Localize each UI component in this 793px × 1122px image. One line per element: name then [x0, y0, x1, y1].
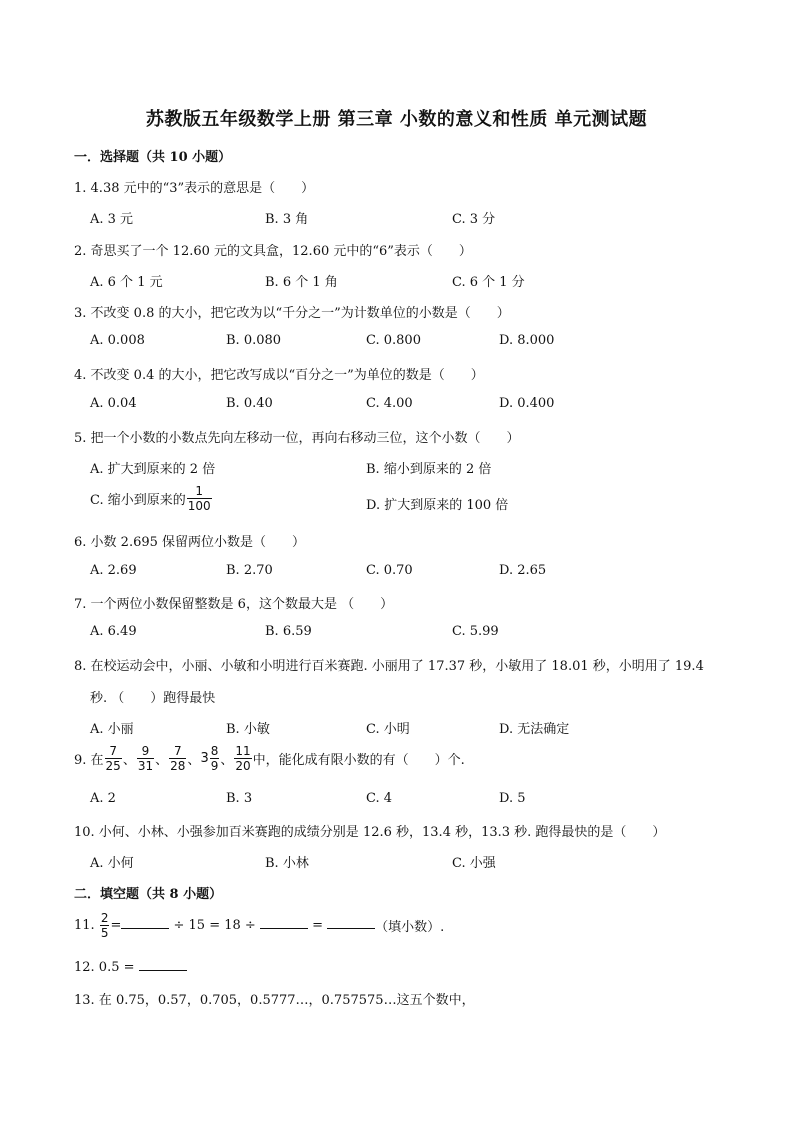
question-4: 4. 不改变 0.4 的大小，把它改写成以“百分之一”为单位的数是（ ）	[74, 368, 484, 383]
q10-option-a: A. 小何	[90, 856, 134, 871]
question-1: 1. 4.38 元中的“3”表示的意思是（ ）	[74, 181, 315, 196]
q6-option-a: A. 2.69	[90, 563, 137, 578]
answer-blank	[121, 916, 169, 929]
q3-option-b: B. 0.080	[226, 333, 282, 348]
fraction-denominator: 5	[100, 926, 109, 940]
question-6: 6. 小数 2.695 保留两位小数是（ ）	[74, 535, 306, 550]
q5-option-a: A. 扩大到原来的 2 倍	[90, 462, 216, 477]
q9-option-d: D. 5	[499, 791, 526, 806]
q7-option-a: A. 6.49	[90, 624, 137, 639]
q4-option-d: D. 0.400	[499, 396, 555, 411]
q10-option-b: B. 小林	[265, 856, 309, 871]
fraction-numerator: 8	[210, 744, 219, 758]
q11-hint: （填小数）.	[375, 920, 445, 935]
q8-option-b: B. 小敏	[226, 722, 270, 737]
q3-option-c: C. 0.800	[366, 333, 421, 348]
q9-fraction-3	[169, 744, 186, 773]
question-5: 5. 把一个小数的小数点先向左移动一位，再向右移动三位，这个小数（ ）	[74, 431, 520, 446]
q3-option-d: D. 8.000	[499, 333, 555, 348]
fraction-denominator: 25	[105, 759, 121, 773]
q5-option-d: D. 扩大到原来的 100 倍	[366, 498, 509, 513]
question-8-line-2: 秒. （ ）跑得最快	[90, 691, 216, 706]
question-8-line-1: 8. 在校运动会中，小丽、小敏和小明进行百米赛跑. 小丽用了 17.37 秒，小敏用了 18.01 秒，小明用了 19.4	[74, 659, 704, 674]
q2-option-a: A. 6 个 1 元	[90, 275, 163, 290]
question-11	[74, 911, 444, 940]
q3-option-a: A. 0.008	[90, 333, 145, 348]
q11-equals: =	[110, 918, 122, 933]
q7-option-b: B. 6.59	[265, 624, 312, 639]
question-12	[74, 958, 187, 975]
separator: 、	[155, 753, 169, 768]
q12-text: 12. 0.5 =	[74, 960, 135, 975]
q9-prefix: 9. 在	[74, 753, 104, 768]
q2-option-c: C. 6 个 1 分	[452, 275, 525, 290]
q9-fraction-4	[210, 744, 220, 773]
q5-option-c-label: C. 缩小到原来的	[90, 493, 186, 508]
separator: 、	[187, 753, 201, 768]
q6-option-c: C. 0.70	[366, 563, 413, 578]
fraction-numerator: 2	[100, 911, 109, 925]
q9-fraction-1	[105, 744, 122, 773]
q11-number: 11.	[74, 918, 95, 933]
q6-option-d: D. 2.65	[499, 563, 547, 578]
question-2: 2. 奇思买了一个 12.60 元的文具盒，12.60 元中的“6”表示（ ）	[74, 244, 472, 259]
answer-blank	[260, 916, 308, 929]
q9-fraction-2	[137, 744, 154, 773]
fraction-numerator: 9	[141, 744, 150, 758]
q7-option-c: C. 5.99	[452, 624, 499, 639]
fraction-denominator: 31	[137, 759, 154, 773]
q9-option-b: B. 3	[226, 791, 253, 806]
q1-option-a: A. 3 元	[90, 212, 134, 227]
q1-option-c: C. 3 分	[452, 212, 496, 227]
q8-option-c: C. 小明	[366, 722, 410, 737]
q9-fraction-5	[234, 744, 251, 773]
q9-mixed-integer: 3	[200, 751, 209, 766]
q11-division: ÷ 15 = 18 ÷	[173, 918, 256, 933]
q9-option-a: A. 2	[90, 791, 116, 806]
fraction-denominator: 20	[235, 759, 251, 773]
q5-option-b: B. 缩小到原来的 2 倍	[366, 462, 492, 477]
separator: 、	[220, 753, 234, 768]
section-heading-fill-in: 二．填空题（共 8 小题）	[74, 887, 223, 902]
question-9	[74, 744, 465, 773]
question-10: 10. 小何、小林、小强参加百米赛跑的成绩分别是 12.6 秒，13.4 秒，13.3 秒. 跑得最快的是（ ）	[74, 825, 666, 840]
q6-option-b: B. 2.70	[226, 563, 273, 578]
q11-fraction	[100, 911, 110, 940]
q2-option-b: B. 6 个 1 角	[265, 275, 338, 290]
fraction-numerator: 11	[235, 744, 251, 758]
fraction-denominator: 9	[210, 759, 219, 773]
q1-option-b: B. 3 角	[265, 212, 309, 227]
q8-option-a: A. 小丽	[90, 722, 134, 737]
question-13: 13. 在 0.75，0.57，0.705，0.5777…，0.757575…这五个数中，	[74, 993, 475, 1008]
q8-option-d: D. 无法确定	[499, 722, 570, 737]
answer-blank	[139, 958, 187, 971]
q5-option-c	[90, 484, 213, 513]
section-heading-choice: 一．选择题（共 10 小题）	[74, 150, 232, 165]
q4-option-b: B. 0.40	[226, 396, 273, 411]
question-7: 7. 一个两位小数保留整数是 6，这个数最大是 （ ）	[74, 597, 394, 612]
fraction-numerator: 7	[173, 744, 182, 758]
q11-equals: =	[312, 918, 323, 933]
question-3: 3. 不改变 0.8 的大小，把它改为以“千分之一”为计数单位的小数是（ ）	[74, 306, 510, 321]
separator: 、	[122, 753, 136, 768]
q10-option-c: C. 小强	[452, 856, 496, 871]
q5-option-c-fraction	[187, 484, 212, 513]
answer-blank	[327, 916, 375, 929]
q9-suffix: 中，能化成有限小数的有（ ）个.	[252, 753, 465, 768]
q9-option-c: C. 4	[366, 791, 393, 806]
fraction-numerator: 1	[195, 484, 204, 498]
fraction-denominator: 100	[187, 499, 211, 513]
q4-option-c: C. 4.00	[366, 396, 413, 411]
fraction-denominator: 28	[170, 759, 186, 773]
q4-option-a: A. 0.04	[90, 396, 137, 411]
page-title: 苏教版五年级数学上册 第三章 小数的意义和性质 单元测试题	[145, 109, 648, 130]
fraction-numerator: 7	[109, 744, 117, 758]
